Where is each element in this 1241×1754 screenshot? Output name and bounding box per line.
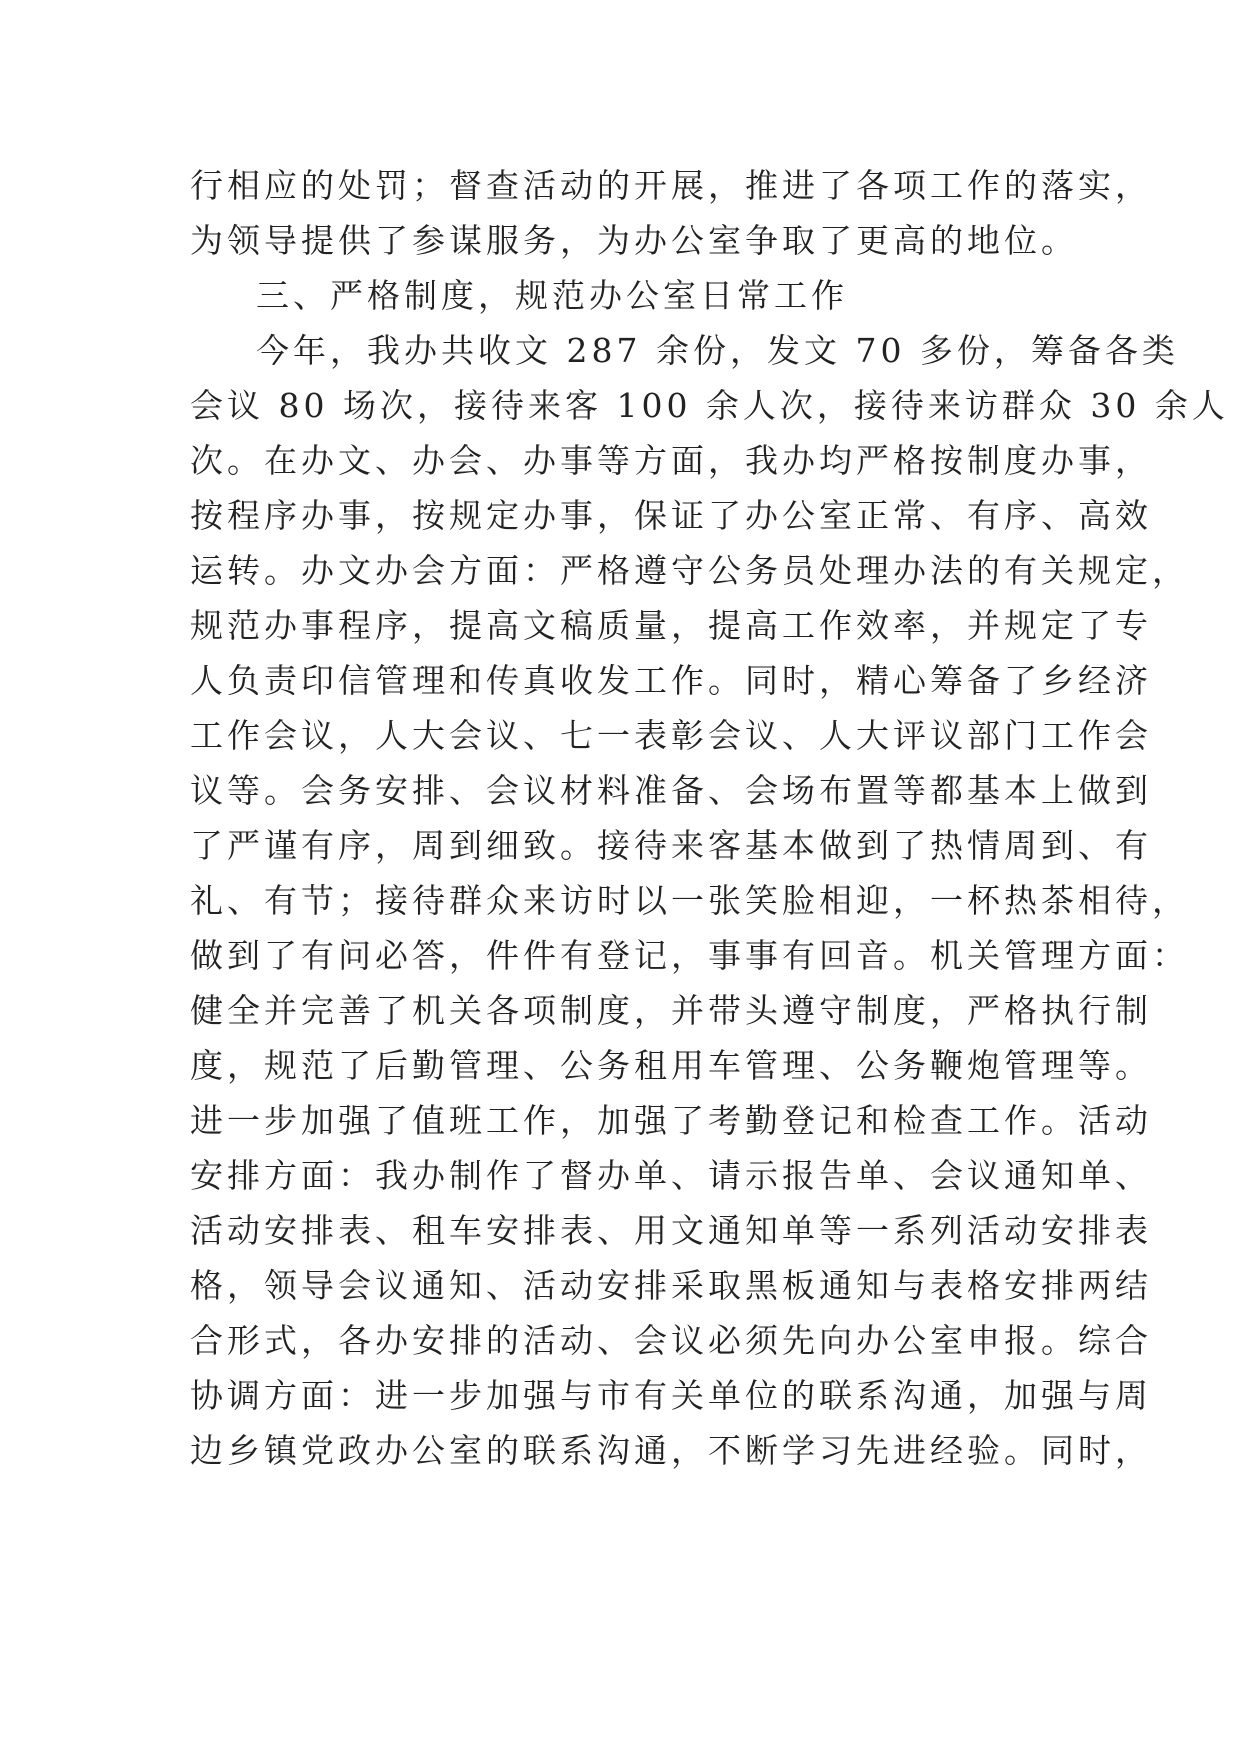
paragraph-line-1: 今年，我办共收文 287 余份，发文 70 多份，筹备各类 bbox=[256, 331, 1179, 370]
paragraph-line-5: 运转。办文办会方面：严格遵守公务员处理办法的有关规定， bbox=[190, 551, 1189, 590]
continuation-line-1: 行相应的处罚；督查活动的开展，推进了各项工作的落实， bbox=[190, 166, 1152, 205]
paragraph-line-19: 合形式，各办安排的活动、会议必须先向办公室申报。综合 bbox=[190, 1321, 1152, 1360]
paragraph-line-8: 工作会议，人大会议、七一表彰会议、人大评议部门工作会 bbox=[190, 716, 1152, 755]
paragraph-line-3: 次。在办文、办会、办事等方面，我办均严格按制度办事， bbox=[190, 441, 1152, 480]
document-body bbox=[190, 158, 1229, 1478]
paragraph-line-17: 活动安排表、租车安排表、用文通知单等一系列活动安排表 bbox=[190, 1211, 1152, 1250]
continuation-line-2: 为领导提供了参谋服务，为办公室争取了更高的地位。 bbox=[190, 221, 1078, 260]
paragraph-line-14: 度，规范了后勤管理、公务租用车管理、公务鞭炮管理等。 bbox=[190, 1046, 1152, 1085]
paragraph-line-4: 按程序办事，按规定办事，保证了办公室正常、有序、高效 bbox=[190, 496, 1152, 535]
paragraph-line-10: 了严谨有序，周到细致。接待来客基本做到了热情周到、有 bbox=[190, 826, 1152, 865]
paragraph-line-21: 边乡镇党政办公室的联系沟通，不断学习先进经验。同时， bbox=[190, 1431, 1152, 1470]
paragraph-line-2: 会议 80 场次，接待来客 100 余人次，接待来访群众 30 余人 bbox=[190, 386, 1229, 425]
paragraph-line-12: 做到了有问必答，件件有登记，事事有回音。机关管理方面： bbox=[190, 936, 1189, 975]
paragraph-line-20: 协调方面：进一步加强与市有关单位的联系沟通，加强与周 bbox=[190, 1376, 1152, 1415]
paragraph-line-9: 议等。会务安排、会议材料准备、会场布置等都基本上做到 bbox=[190, 771, 1152, 810]
paragraph-line-6: 规范办事程序，提高文稿质量，提高工作效率，并规定了专 bbox=[190, 606, 1152, 645]
paragraph-line-7: 人负责印信管理和传真收发工作。同时，精心筹备了乡经济 bbox=[190, 661, 1152, 700]
paragraph-line-13: 健全并完善了机关各项制度，并带头遵守制度，严格执行制 bbox=[190, 991, 1152, 1030]
paragraph-line-18: 格，领导会议通知、活动安排采取黑板通知与表格安排两结 bbox=[190, 1266, 1152, 1305]
section-heading: 三、严格制度，规范办公室日常工作 bbox=[256, 276, 848, 315]
paragraph-line-15: 进一步加强了值班工作，加强了考勤登记和检查工作。活动 bbox=[190, 1101, 1152, 1140]
paragraph-line-16: 安排方面：我办制作了督办单、请示报告单、会议通知单、 bbox=[190, 1156, 1152, 1195]
paragraph-line-11: 礼、有节；接待群众来访时以一张笑脸相迎，一杯热茶相待， bbox=[190, 881, 1189, 920]
